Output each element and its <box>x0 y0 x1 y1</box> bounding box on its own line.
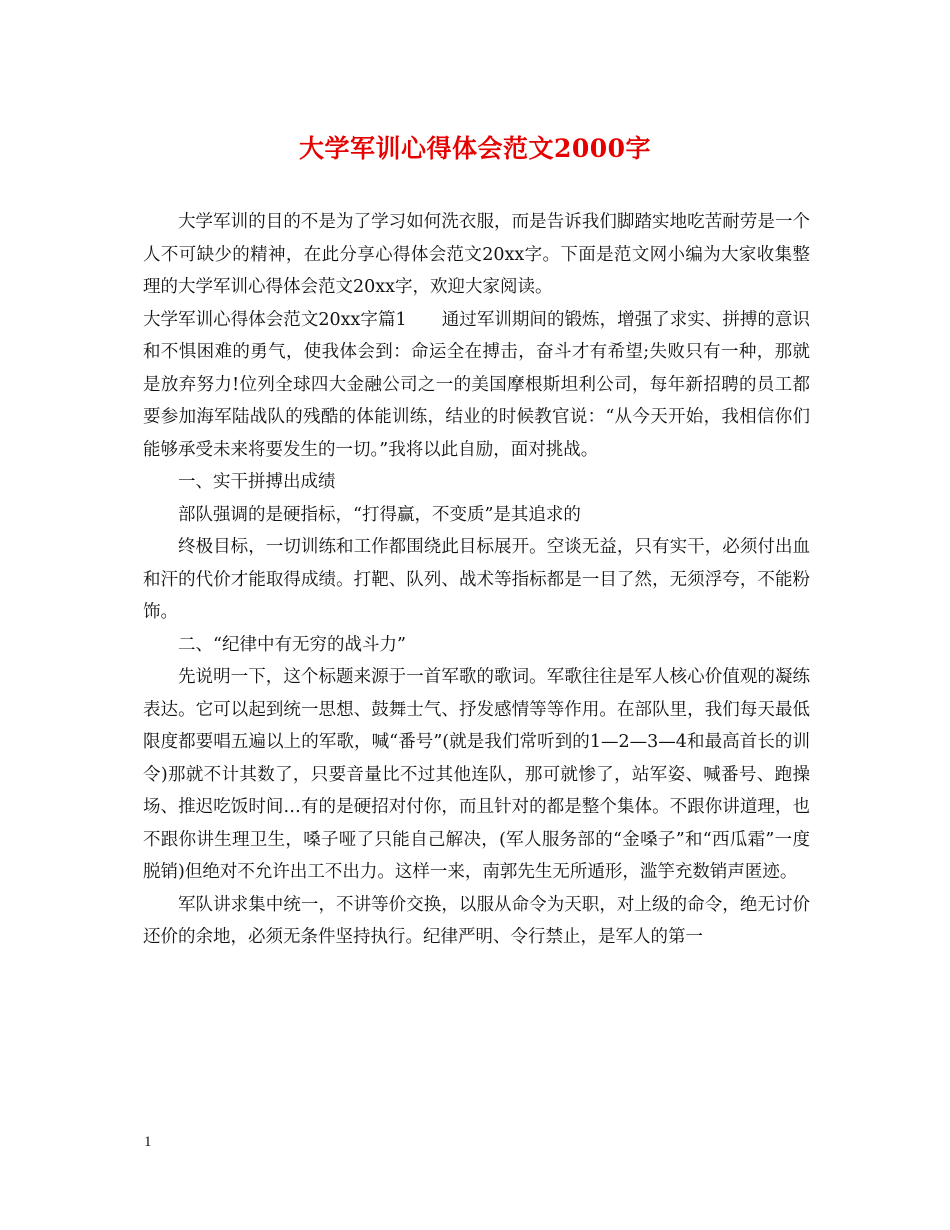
document-body <box>143 206 810 954</box>
section-heading-1: 一、实干拼搏出成绩 <box>178 472 336 492</box>
page-number: 1 <box>144 1134 152 1150</box>
section-2-paragraph-continued: 军队讲求集中统一，不讲等价交换，以服从命令为天职，对上级的命令，绝无讨价还价的余地，必须无条件坚持执行。纪律严明、令行禁止，是军人的第一 <box>143 894 810 947</box>
section-1-line: 部队强调的是硬指标，“打得赢，不变质”是其追求的 <box>178 504 581 525</box>
article-paragraph-1: 大学军训心得体会范文20xx字篇1 通过军训期间的锻炼，增强了求实、拼搏的意识和不惧困难的勇气，使我体会到：命运全在搏击，奋斗才有希望;失败只有一种，那就是放弃努力!位列全球四大金融公司之一的美国摩根斯坦利公司，每年新招聘的员工都要参加海军陆战队的残酷的体能训练，结业的时候教官说：“从今天开始，我相信你们能够承受未来将要发生的一切。”我将以此自励，面对挑战。 <box>143 309 810 460</box>
section-1-paragraph: 终极目标，一切训练和工作都围绕此目标展开。空谈无益，只有实干，必须付出血和汗的代价才能取得成绩。打靶、队列、战术等指标都是一目了然，无须浮夸，不能粉饰。 <box>143 537 810 622</box>
section-heading-2: 二、“纪律中有无穷的战斗力” <box>178 634 406 655</box>
section-2-paragraph: 先说明一下，这个标题来源于一首军歌的歌词。军歌往往是军人核心价值观的凝练表达。它可以起到统一思想、鼓舞士气、抒发感情等等作用。在部队里，我们每天最低限度都要唱五遍以上的军歌，喊“番号”(就是我们常听到的1—2—3—4和最高首长的训令)那就不计其数了，只要音量比不过其他连队，那可就惨了，站军姿、喊番号、跑操场、推迟吃饭时间…有的是硬招对付你，而且针对的都是整个集体。不跟你讲道理，也不跟你讲生理卫生，嗓子哑了只能自己解决，(军人服务部的“金嗓子”和“西瓜霜”一度脱销)但绝对不允许出工不出力。这样一来，南郭先生无所遁形，滥竽充数销声匿迹。 <box>143 667 810 882</box>
document-title: 大学军训心得体会范文2000字 <box>298 134 652 163</box>
intro-paragraph: 大学军训的目的不是为了学习如何洗衣服，而是告诉我们脚踏实地吃苦耐劳是一个人不可缺少的精神，在此分享心得体会范文20xx字。下面是范文网小编为大家收集整理的大学军训心得体会范文20xx字，欢迎大家阅读。 <box>143 212 810 297</box>
